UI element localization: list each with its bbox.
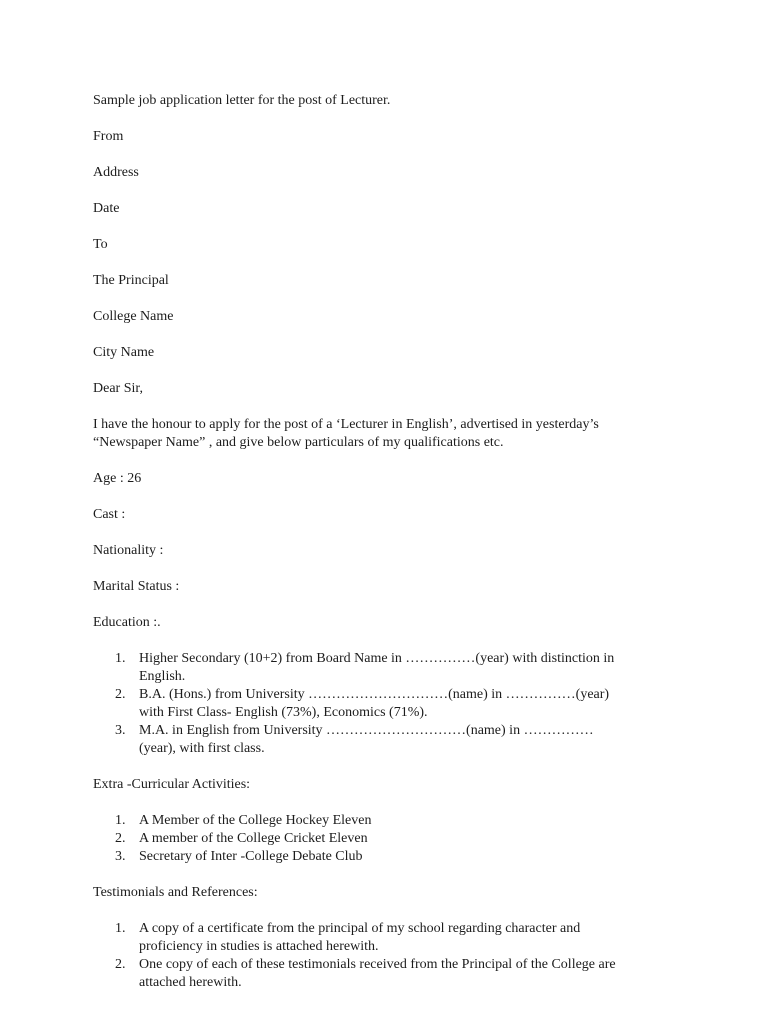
list-item [93, 722, 663, 758]
list-item-text: A member of the College Cricket Eleven [139, 831, 368, 846]
list-item [93, 812, 663, 830]
from-label: From [93, 129, 124, 144]
list-number: 1. [115, 651, 126, 666]
list-item-line: One copy of each of these testimonials received from the Principal of the College are [139, 957, 616, 972]
list-number: 3. [115, 723, 126, 738]
list-item-line: English. [139, 669, 186, 684]
list-item-line: (year), with first class. [139, 741, 265, 756]
nationality-field: Nationality : [93, 543, 164, 558]
college-name: College Name [93, 309, 174, 324]
list-item [93, 650, 663, 686]
age-field: Age : 26 [93, 471, 142, 486]
list-item-line: with First Class- English (73%), Economics (71%). [139, 705, 428, 720]
intro-line-2: “Newspaper Name” , and give below particulars of my qualifications etc. [93, 435, 504, 450]
list-item [93, 848, 663, 866]
extracurricular-list [93, 812, 663, 866]
letter-title: Sample job application letter for the post of Lecturer. [93, 93, 391, 108]
testimonials-list [93, 920, 663, 992]
intro-line-1: I have the honour to apply for the post of a ‘Lecturer in English’, advertised in yesterday’s [93, 417, 599, 432]
list-number: 2. [115, 831, 126, 846]
education-heading: Education :. [93, 615, 161, 630]
intro-paragraph [93, 416, 663, 452]
recipient-title: The Principal [93, 273, 169, 288]
list-number: 2. [115, 957, 126, 972]
address-label: Address [93, 165, 139, 180]
list-item-line: A copy of a certificate from the principal of my school regarding character and [139, 921, 581, 936]
marital-status-field: Marital Status : [93, 579, 180, 594]
list-item [93, 686, 663, 722]
list-item [93, 920, 663, 956]
to-label: To [93, 237, 108, 252]
list-item-line: attached herewith. [139, 975, 242, 990]
testimonials-heading: Testimonials and References: [93, 885, 258, 900]
salutation: Dear Sir, [93, 381, 143, 396]
list-item-line: M.A. in English from University …………………………(name) in …………… [139, 723, 594, 738]
list-item-text: A Member of the College Hockey Eleven [139, 813, 372, 828]
list-item-text: Secretary of Inter -College Debate Club [139, 849, 363, 864]
list-item [93, 956, 663, 992]
letter-page [93, 92, 663, 992]
list-item [93, 830, 663, 848]
list-item-line: proficiency in studies is attached herewith. [139, 939, 379, 954]
date-label: Date [93, 201, 120, 216]
list-number: 1. [115, 813, 126, 828]
list-item-line: B.A. (Hons.) from University …………………………(name) in ……………(year) [139, 687, 610, 702]
list-item-line: Higher Secondary (10+2) from Board Name in ……………(year) with distinction in [139, 651, 615, 666]
cast-field: Cast : [93, 507, 126, 522]
list-number: 1. [115, 921, 126, 936]
extracurricular-heading: Extra -Curricular Activities: [93, 777, 251, 792]
city-name: City Name [93, 345, 155, 360]
list-number: 3. [115, 849, 126, 864]
list-number: 2. [115, 687, 126, 702]
education-list [93, 650, 663, 758]
